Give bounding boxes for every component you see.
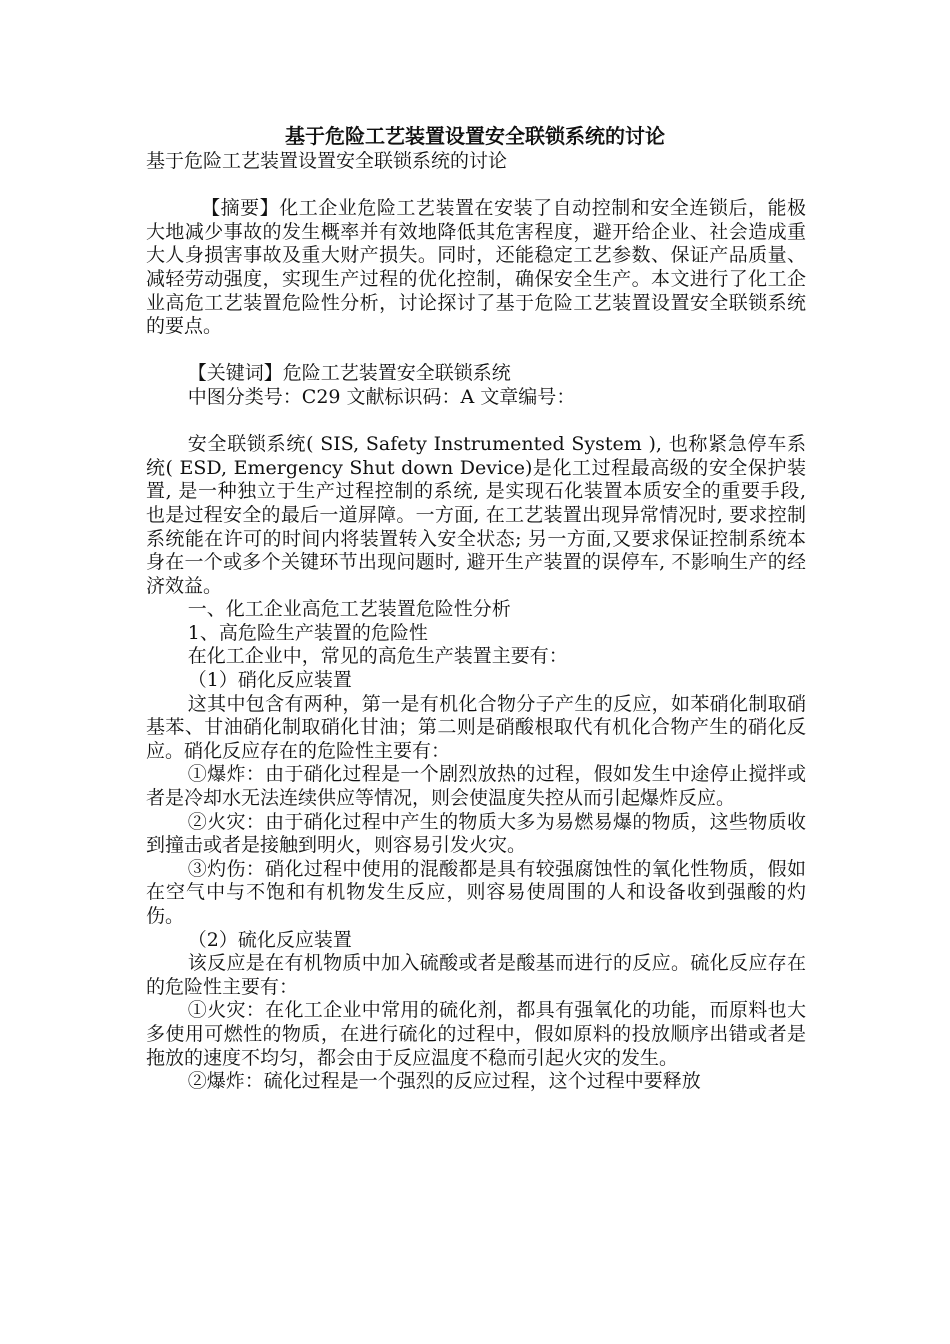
body-paragraph: ③灼伤：硝化过程中使用的混酸都是具有较强腐蚀性的氧化性物质，假如在空气中与不饱和有机物发生反应，则容易使周围的人和设备收到强酸的灼伤。: [146, 857, 806, 927]
section-heading: 一、化工企业高危工艺装置危险性分析: [187, 598, 511, 621]
body-paragraph: ②爆炸：硫化过程是一个强烈的反应过程，这个过程中要释放: [187, 1070, 701, 1093]
abstract-paragraph: 【摘要】化工企业危险工艺装置在安装了自动控制和安全连锁后，能极大地减少事故的发生概率并有效地降低其危害程度，避开给企业、社会造成重大人身损害事故及重大财产损失。同时，还能稳定工艺参数、保证产品质量、减轻劳动强度，实现生产过程的优化控制，确保安全生产。本文进行了化工企业高危工艺装置危险性分析，讨论探讨了基于危险工艺装置设置安全联锁系统的要点。: [146, 197, 806, 338]
body-paragraph: 这其中包含有两种，第一是有机化合物分子产生的反应，如苯硝化制取硝基苯、甘油硝化制取硝化甘油；第二则是硝酸根取代有机化合物产生的硝化反应。硝化反应存在的危险性主要有：: [146, 692, 806, 762]
document-title: 基于危险工艺装置设置安全联锁系统的讨论: [285, 124, 665, 148]
document-subtitle: 基于危险工艺装置设置安全联锁系统的讨论: [146, 150, 508, 172]
subsection-heading: 1、高危险生产装置的危险性: [187, 621, 428, 644]
document-body: [146, 150, 806, 1094]
body-paragraph: ①爆炸：由于硝化过程是一个剧烈放热的过程，假如发生中途停止搅拌或者是冷却水无法连续供应等情况，则会使温度失控从而引起爆炸反应。: [146, 763, 806, 810]
spacer: [146, 174, 806, 198]
spacer: [146, 410, 806, 434]
keywords-line: 【关键词】危险工艺装置安全联锁系统: [187, 362, 511, 385]
spacer: [146, 339, 806, 363]
body-paragraph: ①火灾：在化工企业中常用的硫化剂，都具有强氧化的功能，而原料也大多使用可燃性的物质，在进行硫化的过程中，假如原料的投放顺序出错或者是拖放的速度不均匀，都会由于反应温度不稳而引起火灾的发生。: [146, 999, 806, 1069]
body-paragraph: 安全联锁系统( SIS, Safety Instrumented System ), 也称紧急停车系统( ESD, Emergency Shut down Device)是化工过程最高级的安全保护装置, 是一种独立于生产过程控制的系统, 是实现石化装置本质安全的重要手段, 也是过程安全的最后一道屏障。一方面, 在工艺装置出现异常情况时, 要求控制系统能在许可的时间内将装置转入安全状态; 另一方面,又要求保证控制系统本身在一个或多个关键环节出现问题时, 避开生产装置的误停车, 不影响生产的经济效益。: [146, 433, 806, 597]
body-paragraph: 在化工企业中，常见的高危生产装置主要有：: [187, 645, 568, 668]
body-paragraph: ②火灾：由于硝化过程中产生的物质大多为易燃易爆的物质，这些物质收到撞击或者是接触到明火，则容易引发火灾。: [146, 810, 806, 857]
body-paragraph: 该反应是在有机物质中加入硫酸或者是酸基而进行的反应。硫化反应存在的危险性主要有：: [146, 952, 806, 998]
classification-line: 中图分类号：C29 文献标识码：A 文章编号：: [187, 385, 576, 408]
item-heading: （2）硫化反应装置: [187, 928, 352, 951]
item-heading: （1）硝化反应装置: [187, 669, 352, 692]
